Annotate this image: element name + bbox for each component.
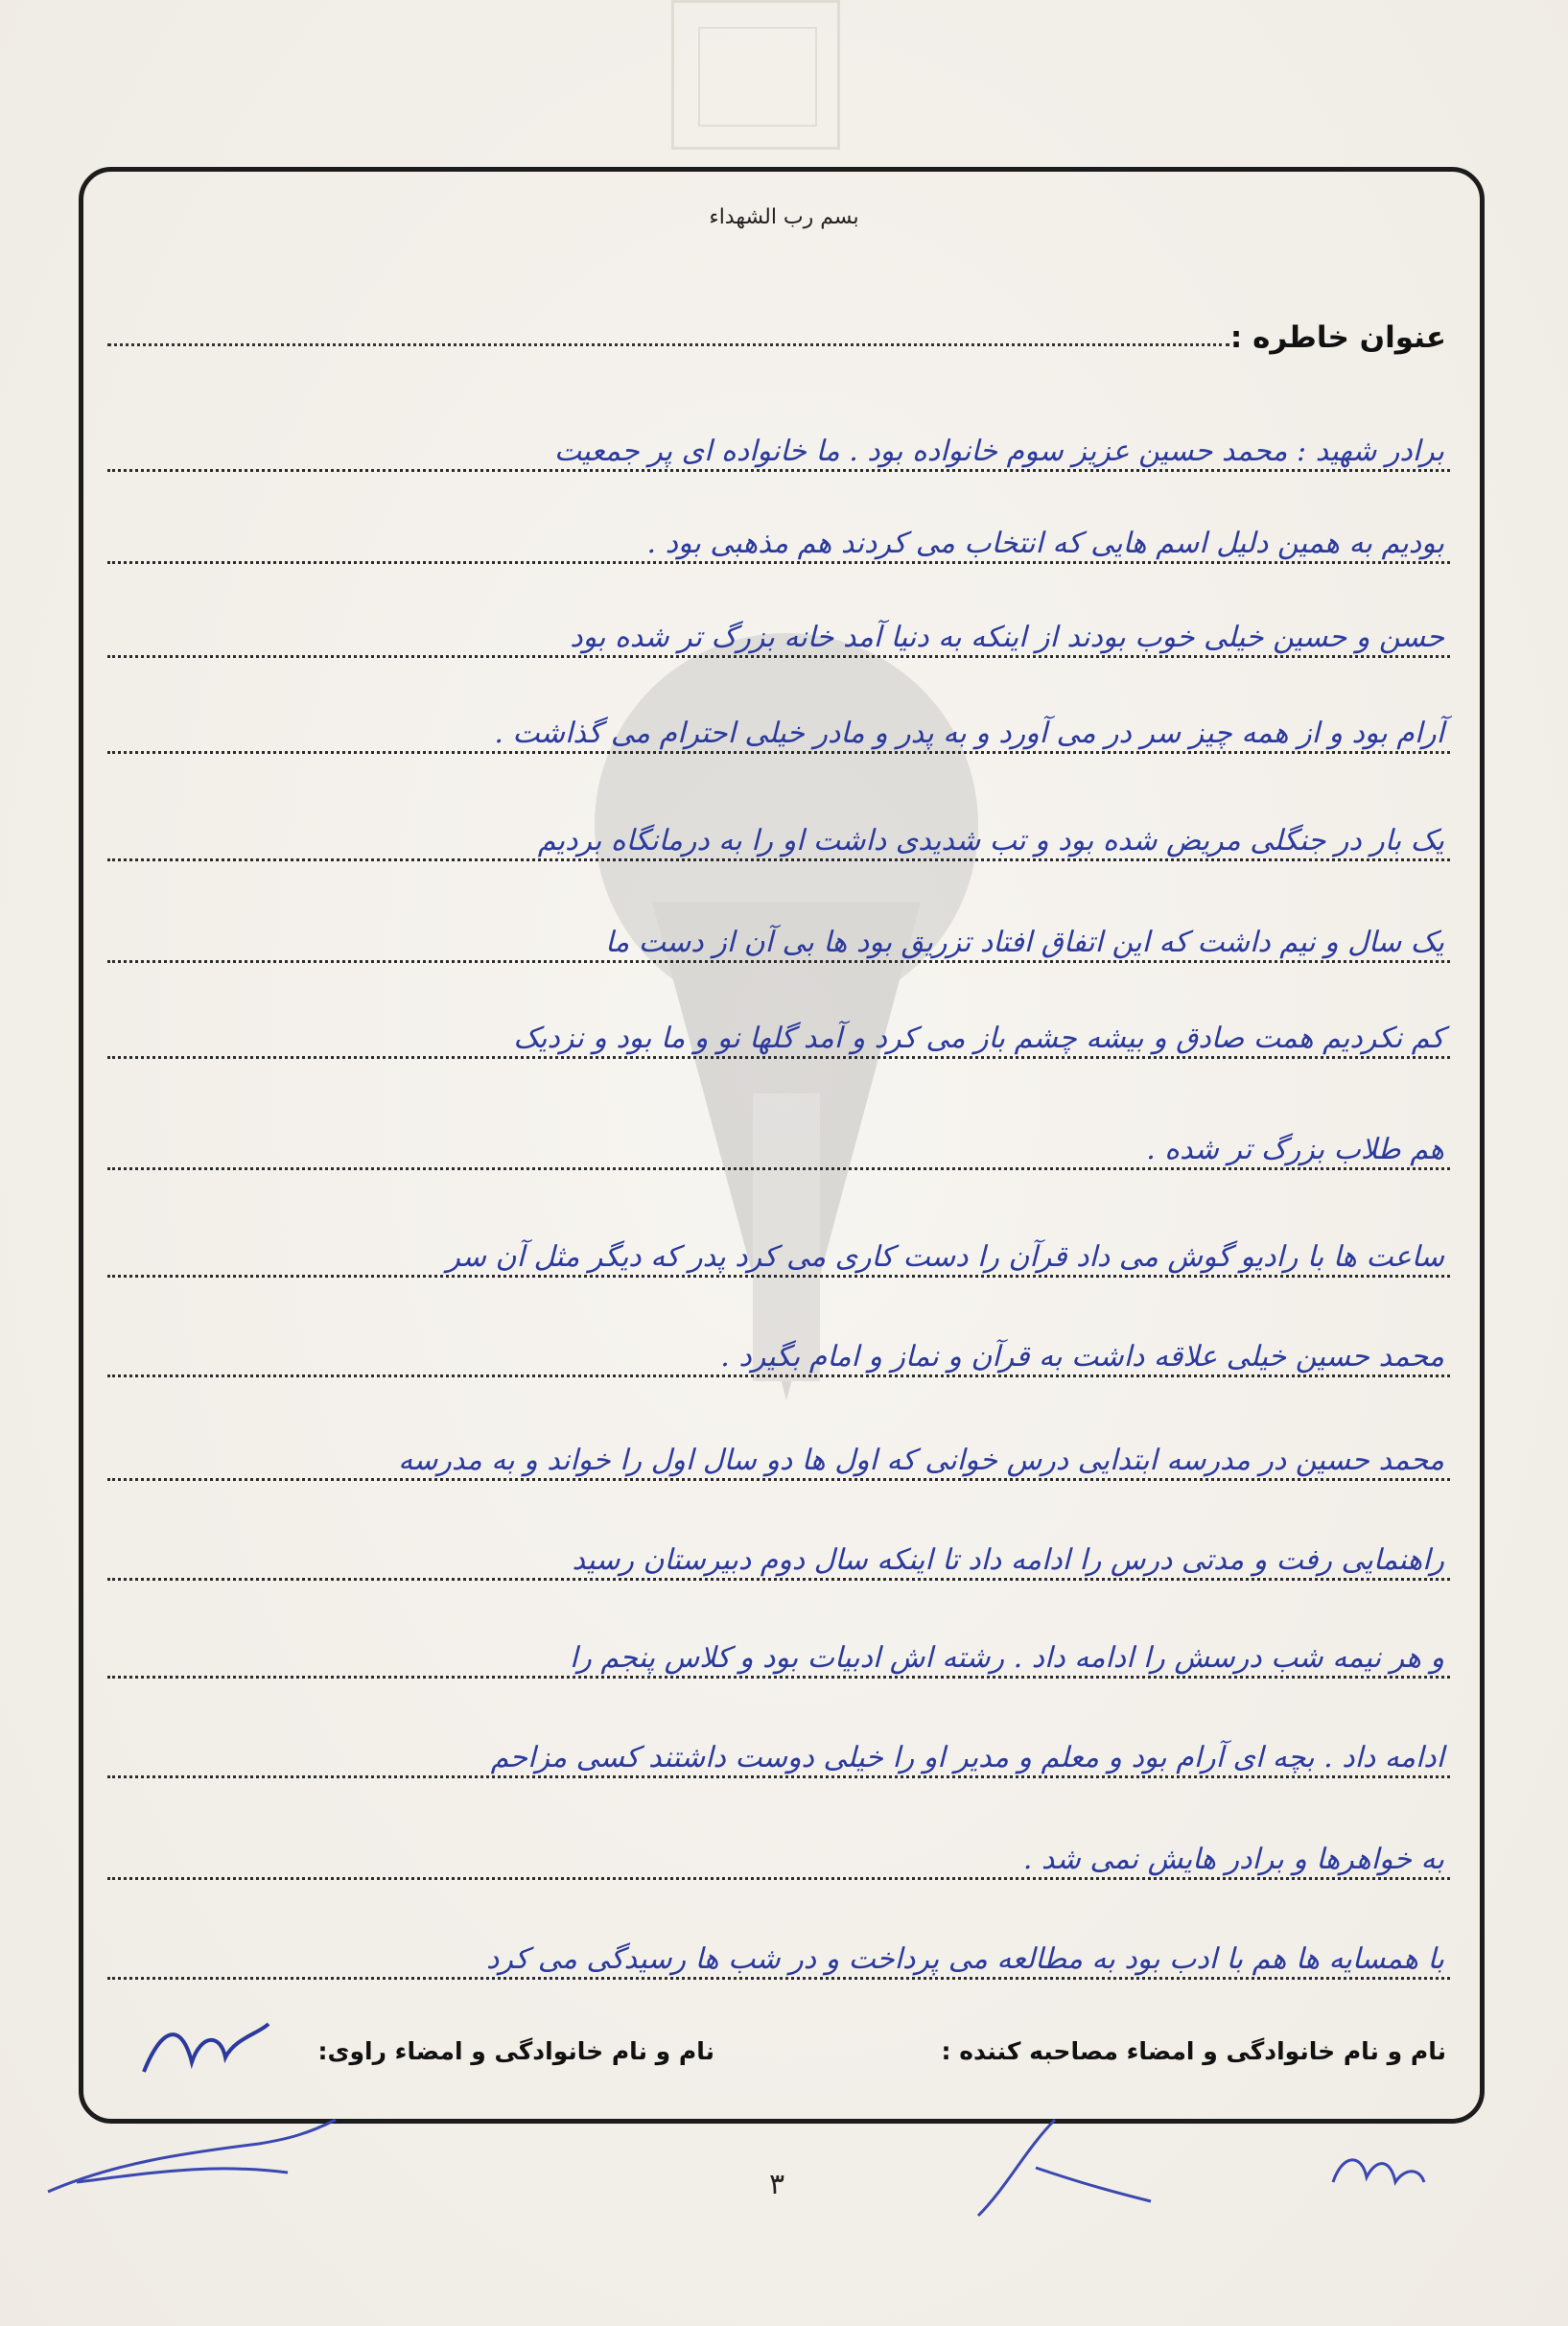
ink-scribble <box>940 2110 1189 2235</box>
text-line-2 <box>107 506 1450 564</box>
ink-scribble <box>1323 2144 1429 2201</box>
text-line-13 <box>107 1621 1450 1679</box>
text-line-10 <box>107 1320 1450 1377</box>
text-line-12 <box>107 1523 1450 1581</box>
text-line-3 <box>107 600 1450 658</box>
page-number: ۳ <box>768 2168 785 2201</box>
text-line-16 <box>107 1922 1450 1980</box>
handwritten-text: و هر نیمه شب درسش را ادامه داد . رشته اش ادبیات بود و کلاس پنجم را <box>570 1641 1444 1675</box>
text-line-5 <box>107 804 1450 861</box>
narrator-signature-label: نام و نام خانوادگی و امضاء راوی: <box>317 2037 714 2065</box>
handwritten-text: آرام بود و از همه چیز سر در می آورد و به پدر و مادر خیلی احترام می گذاشت . <box>494 717 1444 750</box>
text-line-11 <box>107 1423 1450 1481</box>
handwritten-text: یک بار در جنگلی مریض شده بود و تب شدیدی داشت او را به درمانگاه بردیم <box>537 824 1444 858</box>
handwritten-text: ادامه داد . بچه ای آرام بود و معلم و مدیر او را خیلی دوست داشتند کسی مزاحم <box>490 1741 1444 1774</box>
text-line-6 <box>107 905 1450 963</box>
narrator-signature-mark <box>134 2005 278 2091</box>
handwritten-text: محمد حسین در مدرسه ابتدایی درس خوانی که اول ها دو سال اول را خواند و به مدرسه <box>398 1444 1444 1477</box>
handwritten-text: بودیم به همین دلیل اسم هایی که انتخاب می کردند هم مذهبی بود . <box>646 527 1444 560</box>
handwritten-text: هم طلاب بزرگ تر شده . <box>1146 1133 1444 1166</box>
handwritten-text: یک سال و نیم داشت که این اتفاق افتاد تزریق بود ها بی آن از دست ما <box>604 926 1444 959</box>
text-line-9 <box>107 1220 1450 1278</box>
header-title: بسم رب الشهداء <box>709 205 859 229</box>
memory-title-dotted-line <box>107 340 1229 346</box>
handwritten-text: با همسایه ها هم با ادب بود به مطالعه می پرداخت و در شب ها رسیدگی می کرد <box>486 1942 1444 1976</box>
handwritten-text: راهنمایی رفت و مدتی درس را ادامه داد تا اینکه سال دوم دبیرستان رسید <box>572 1543 1444 1577</box>
text-line-15 <box>107 1822 1450 1880</box>
handwritten-text: کم نکردیم همت صادق و بیشه چشم باز می کرد و آمد گلها نو و ما بود و نزدیک <box>513 1022 1444 1055</box>
handwritten-text: حسن و حسین خیلی خوب بودند از اینکه به دنیا آمد خانه بزرگ تر شده بود <box>570 621 1444 654</box>
text-line-4 <box>107 696 1450 754</box>
text-line-1 <box>107 414 1450 472</box>
text-line-8 <box>107 1113 1450 1170</box>
handwritten-text: محمد حسین خیلی علاقه داشت به قرآن و نماز و امام بگیرد . <box>720 1340 1444 1374</box>
handwritten-text: برادر شهید : محمد حسین عزیز سوم خانواده بود . ما خانواده ای پر جمعیت <box>553 435 1444 468</box>
faded-stamp <box>671 0 840 150</box>
text-line-7 <box>107 1001 1450 1059</box>
text-line-14 <box>107 1721 1450 1778</box>
handwritten-text: به خواهرها و برادر هایش نمی شد . <box>1022 1843 1444 1876</box>
handwritten-text: ساعت ها با رادیو گوش می داد قرآن را دست کاری می کرد پدر که دیگر مثل آن سر <box>446 1240 1444 1274</box>
memory-title-label: عنوان خاطره : <box>1229 320 1446 355</box>
ink-scribble <box>38 2105 345 2211</box>
interviewer-signature-label: نام و نام خانوادگی و امضاء مصاحبه کننده : <box>941 2037 1446 2065</box>
